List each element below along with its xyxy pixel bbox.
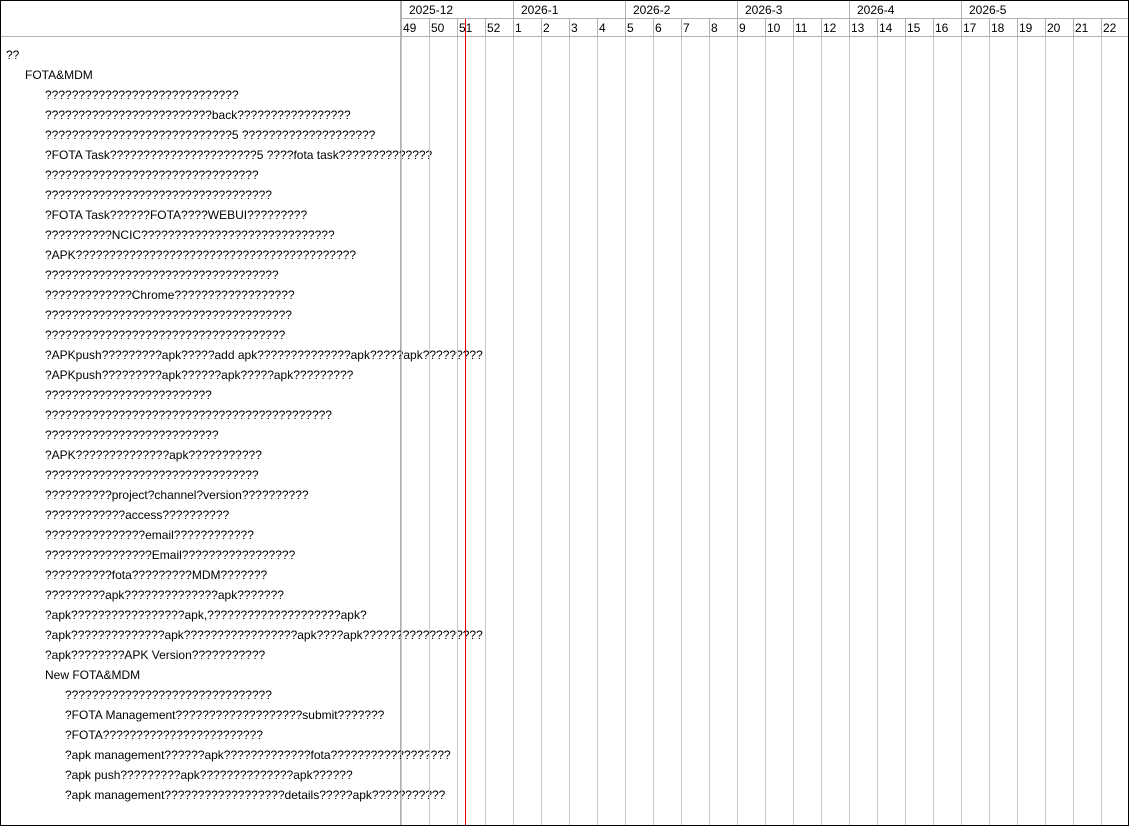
task-row[interactable] xyxy=(1,745,451,765)
task-row[interactable] xyxy=(1,265,401,285)
task-label: ?apk management??????apk?????????????fota?????????????????? xyxy=(65,748,451,762)
task-row[interactable] xyxy=(1,45,401,65)
task-row[interactable] xyxy=(1,225,401,245)
task-row[interactable] xyxy=(1,765,401,785)
task-row[interactable] xyxy=(1,545,401,565)
week-grid-line xyxy=(513,37,514,825)
task-row[interactable] xyxy=(1,165,401,185)
task-row[interactable] xyxy=(1,705,401,725)
task-label: ??????????????????????????????????? xyxy=(45,268,279,282)
week-header-cell: 51 xyxy=(457,19,485,37)
task-label: ????????????????????????????? xyxy=(45,88,239,102)
task-label: ?????????????????????????? xyxy=(45,428,219,442)
task-label: ?apk push?????????apk??????????????apk?????? xyxy=(65,768,353,782)
task-label: ???????????????email???????????? xyxy=(45,528,254,542)
task-row[interactable] xyxy=(1,105,401,125)
task-label: ????????????access?????????? xyxy=(45,508,230,522)
task-label: ?apk??????????????apk?????????????????apk????apk?????????????????? xyxy=(45,628,483,642)
week-header-cell: 19 xyxy=(1017,19,1045,37)
week-grid-line xyxy=(485,37,486,825)
month-header-cell: 2026-3 xyxy=(737,1,849,19)
task-label: ???????????????????????????????????? xyxy=(45,328,286,342)
month-header-cell: 2026-2 xyxy=(625,1,737,19)
task-row[interactable] xyxy=(1,185,401,205)
task-label: ??????????fota?????????MDM??????? xyxy=(45,568,268,582)
timeline-pane xyxy=(401,1,1128,825)
week-grid-line xyxy=(401,37,402,825)
task-label: ??????????NCIC????????????????????????????? xyxy=(45,228,335,242)
week-header-row xyxy=(401,19,1128,37)
task-label: ?FOTA Task??????FOTA????WEBUI????????? xyxy=(45,208,308,222)
today-marker-line xyxy=(465,19,466,825)
week-header-cell: 18 xyxy=(989,19,1017,37)
week-grid-line xyxy=(905,37,906,825)
task-tree-header xyxy=(1,1,401,37)
week-grid-line xyxy=(653,37,654,825)
task-row[interactable] xyxy=(1,585,401,605)
week-grid-line xyxy=(681,37,682,825)
task-row[interactable] xyxy=(1,365,401,385)
task-label: ?????????????Chrome?????????????????? xyxy=(45,288,295,302)
week-header-cell: 12 xyxy=(821,19,849,37)
task-label: ?APK??????????????apk??????????? xyxy=(45,448,262,462)
month-header-cell: 2026-4 xyxy=(849,1,961,19)
week-header-cell: 52 xyxy=(485,19,513,37)
month-header-cell: 2026-1 xyxy=(513,1,625,19)
task-label: ?????????apk??????????????apk??????? xyxy=(45,588,284,602)
week-grid-line xyxy=(765,37,766,825)
task-row[interactable] xyxy=(1,725,401,745)
task-row[interactable] xyxy=(1,85,401,105)
task-row[interactable] xyxy=(1,785,446,805)
task-row[interactable] xyxy=(1,65,401,85)
task-row[interactable] xyxy=(1,445,401,465)
task-row[interactable] xyxy=(1,405,401,425)
task-label: ?FOTA???????????????????????? xyxy=(65,728,263,742)
week-header-cell: 14 xyxy=(877,19,905,37)
task-label: ????????????????????????? xyxy=(45,388,212,402)
week-header-cell: 1 xyxy=(513,19,541,37)
week-grid-line xyxy=(1073,37,1074,825)
task-label: New FOTA&MDM xyxy=(45,668,141,682)
task-label: ????????????????Email????????????????? xyxy=(45,548,296,562)
week-header-cell: 11 xyxy=(793,19,821,37)
task-row[interactable] xyxy=(1,345,483,365)
task-row[interactable] xyxy=(1,485,401,505)
week-grid-line xyxy=(541,37,542,825)
week-grid-line xyxy=(597,37,598,825)
month-header-cell: 2025-12 xyxy=(401,1,513,19)
week-header-cell: 8 xyxy=(709,19,737,37)
task-label: ????????????????????????????????????? xyxy=(45,308,292,322)
task-label: ????????????????????????????5 ???????????????????? xyxy=(45,128,376,142)
week-header-cell: 17 xyxy=(961,19,989,37)
month-header-cell: 2026-5 xyxy=(961,1,1073,19)
week-grid-line xyxy=(989,37,990,825)
week-grid-line xyxy=(849,37,850,825)
task-label: ???????????????????????????????? xyxy=(45,468,259,482)
task-label: ?FOTA Task??????????????????????5 ????fota task?????????????? xyxy=(45,148,433,162)
week-header-cell: 49 xyxy=(401,19,429,37)
task-row[interactable] xyxy=(1,145,433,165)
task-label: ?APKpush?????????apk??????apk?????apk????????? xyxy=(45,368,354,382)
week-header-cell: 5 xyxy=(625,19,653,37)
week-grid-line xyxy=(877,37,878,825)
task-row[interactable] xyxy=(1,605,401,625)
week-grid-line xyxy=(961,37,962,825)
week-header-cell: 3 xyxy=(569,19,597,37)
task-row[interactable] xyxy=(1,685,401,705)
week-grid-line xyxy=(821,37,822,825)
week-grid-line xyxy=(793,37,794,825)
task-label: ?APK?????????????????????????????????????????? xyxy=(45,248,356,262)
task-row[interactable] xyxy=(1,425,401,445)
task-row[interactable] xyxy=(1,525,401,545)
task-row[interactable] xyxy=(1,625,483,645)
task-label: ??????????project?channel?version?????????? xyxy=(45,488,309,502)
week-header-cell: 50 xyxy=(429,19,457,37)
week-header-cell: 15 xyxy=(905,19,933,37)
week-header-cell: 16 xyxy=(933,19,961,37)
task-row[interactable] xyxy=(1,385,401,405)
task-row[interactable] xyxy=(1,125,401,145)
week-grid-line xyxy=(737,37,738,825)
task-label: ?FOTA Management???????????????????submit??????? xyxy=(65,708,385,722)
task-label: ?????????????????????????????????? xyxy=(45,188,272,202)
task-row[interactable] xyxy=(1,465,401,485)
task-row[interactable] xyxy=(1,245,401,265)
week-grid-line xyxy=(1101,37,1102,825)
task-label: ??????????????????????????????????????????? xyxy=(45,408,332,422)
task-label: ?apk????????APK Version??????????? xyxy=(45,648,266,662)
task-label: ?apk management??????????????????details?????apk??????????? xyxy=(65,788,446,802)
task-row[interactable] xyxy=(1,205,401,225)
task-row[interactable] xyxy=(1,505,401,525)
timeline-grid xyxy=(401,37,1128,825)
task-row[interactable] xyxy=(1,565,401,585)
week-header-cell: 2 xyxy=(541,19,569,37)
week-header-cell: 7 xyxy=(681,19,709,37)
task-label: FOTA&MDM xyxy=(25,68,93,82)
week-header-cell: 6 xyxy=(653,19,681,37)
week-header-cell: 20 xyxy=(1045,19,1073,37)
week-grid-line xyxy=(1045,37,1046,825)
week-header-cell: 22 xyxy=(1101,19,1128,37)
task-row[interactable] xyxy=(1,305,401,325)
week-header-cell: 21 xyxy=(1073,19,1101,37)
task-label: ?apk?????????????????apk,????????????????????apk? xyxy=(45,608,367,622)
week-grid-line xyxy=(569,37,570,825)
task-row[interactable] xyxy=(1,665,401,685)
task-row[interactable] xyxy=(1,325,401,345)
task-label: ?????????????????????????back????????????????? xyxy=(45,108,351,122)
task-label: ?? xyxy=(6,48,20,62)
week-header-cell: 4 xyxy=(597,19,625,37)
week-grid-line xyxy=(1017,37,1018,825)
week-grid-line xyxy=(709,37,710,825)
week-grid-line xyxy=(625,37,626,825)
week-grid-line xyxy=(429,37,430,825)
week-grid-line xyxy=(933,37,934,825)
task-label: ??????????????????????????????? xyxy=(65,688,272,702)
task-label: ?APKpush?????????apk?????add apk??????????????apk?????apk????????? xyxy=(45,348,483,362)
task-list xyxy=(1,45,483,805)
task-label: ???????????????????????????????? xyxy=(45,168,259,182)
week-header-cell: 10 xyxy=(765,19,793,37)
task-row[interactable] xyxy=(1,645,401,665)
week-header-cell: 13 xyxy=(849,19,877,37)
task-row[interactable] xyxy=(1,285,401,305)
week-header-cell: 9 xyxy=(737,19,765,37)
week-grid-line xyxy=(457,37,458,825)
month-header-row xyxy=(401,1,1128,19)
